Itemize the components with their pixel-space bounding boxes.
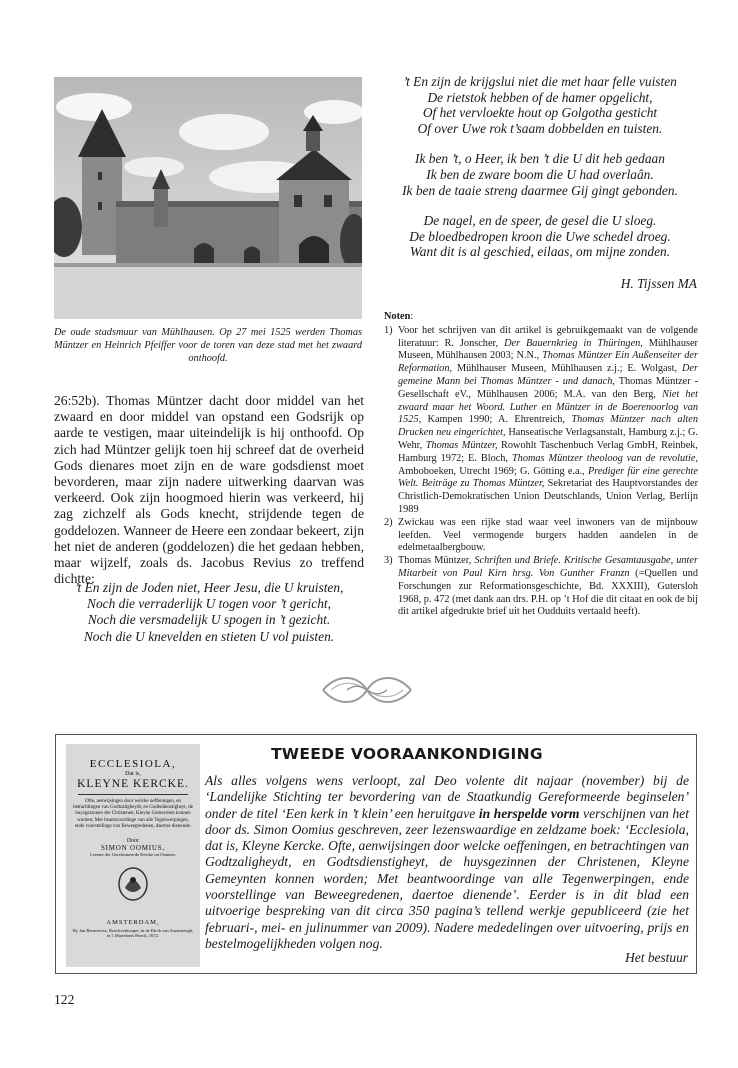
poem-line: Noch die U knevelden en stieten U vol puisten. <box>83 628 335 644</box>
poem-line: De nagel, en de speer, de gesel die U sloeg. <box>423 213 657 229</box>
footnote-item <box>384 517 698 555</box>
poem-line: Of over Uwe rok t’saam dobbelden en tuisten. <box>417 120 663 136</box>
flourish-ornament-icon <box>317 670 417 710</box>
footnote-text <box>398 555 698 619</box>
footnote-title-italic: Thomas Müntzer Ein Außenseiter der Reformation, <box>398 350 698 375</box>
footnote-segment: Mühlhauser Museen, Mühlhausen z.j.; E. Wolgast, <box>452 363 682 375</box>
book-dat-is: Dat is, <box>125 771 141 777</box>
poem-line: ’t En zijn de Joden niet, Heer Jesu, die U kruisten, <box>74 580 344 595</box>
footnote-segment: Mühlhauser Museen, Mühlhausen 2003; N.N., <box>398 337 698 362</box>
footnote-segment: Zwickau was een rijke stad waar veel inwoners van de mijnbouw leefden. Veel vermogende burgers hadden aandelen in de edelmetaalbergbouw. <box>398 516 698 554</box>
poem-line: Want dit is al geschied, eilaas, om mijne zonden. <box>409 244 671 260</box>
printer-emblem-icon <box>115 866 151 902</box>
notes-title: Noten <box>384 311 411 322</box>
footnote-segment: (=Quellen und Forschungen zur Reformationsgeschichte, Bd. XXXIII), Gutersloh 1968, p. 472 (met dank aan drs. P.H. op ’t Hof die dit citaat en ook de bij dit artikel afgedrukte brief uit het Oudduits vertaald heeft). <box>398 567 698 618</box>
footnote-item <box>384 325 698 517</box>
poem-stanza-left <box>54 580 364 645</box>
book-subtitle-text: Ofte, aenwijsingen door welcke oeffeningen, en betrachtingen van Godtzaligheydt, en Godtsdienstigheyt, de huysgezinnen der Christenen, Kleyne Gemeynten konnen worden; Met beantwoordinge van alle Tegenwerpingen, ende voorstellinge van Beweegredenen, daertoe dienende. <box>73 799 193 829</box>
article-body-text: 26:52b). Thomas Müntzer dacht door middel van het zwaard en door middel van opstand een Godsrijk op aarde te vestigen, maar uiteindelijk is hij onthoofd. Op zich had Müntzer gelijk toen hij schreef dat de overheid Gods dienares moet zijn en de ware godsdienst moet bevorderen, maar zijn nadere uitwerking daarvan was verkeerd. Ook zijn hoogmoed hierin was verkeerd, hij zag zichzelf als Gods knecht, strijdende tegen de goddelozen. Wanneer de Heere een zondaar bekeert, zijn het niet de anderen (goddelozen) die het gedaan hebben, maar wijzelf, zoals ds. Jacobus Revius zo treffend dichtte: <box>54 393 364 587</box>
footnote-segment: Rowohlt Taschenbuch Verlag GmbH, Reinbek, Hamburg 1972; E. Bloch, <box>398 439 699 464</box>
poem-line: Of het vervloekte hout op Golgotha gesticht <box>422 105 658 121</box>
footnote-title-italic: Thomas Müntzer, <box>425 439 498 451</box>
book-printer: By Jan Rieuwertsz, Boeckverkooper, in de Dirck van Assensteegh, in 't Martelaers Boeck, 1672. <box>72 927 194 939</box>
announcement-signature: Het bestuur <box>625 950 688 965</box>
footnote-title-italic: Prediger für eine gerechte Welt. Beiträge zu Thomas Müntzer, <box>398 465 698 490</box>
book-title-page <box>66 744 200 967</box>
book-title-kleyne-kercke: KLEYNE KERCKE. <box>77 778 189 790</box>
poem-stanza <box>385 74 695 136</box>
announcement-heading: TWEEDE VOORAANKONDIGING <box>271 745 543 763</box>
footnote-number: 3) <box>384 555 393 567</box>
book-author: SIMON OOMIUS, <box>100 844 166 853</box>
announcement-text-part1: Als alles volgens wens verloopt, zal Deo volente dit najaar (november) bij de ‘Landelijke Stichting ter bevordering van de Staatkundig Gereformeerde beginselen’ onder de titel ‘Een kerk in ’t klein’ een heruitgave <box>205 773 689 821</box>
book-divider <box>78 794 188 795</box>
announcement-text-bold: in herspelde vorm <box>478 805 580 821</box>
page-number: 122 <box>54 992 75 1007</box>
poem-stanza <box>385 151 695 198</box>
book-author-sub: Leeraer der Gereformeerde Kercke tot Ommen. <box>90 852 176 858</box>
photo-caption: De oude stadsmuur van Mühlhausen. Op 27 mei 1525 werden Thomas Müntzer en Heinrich Pfeiffer voor de toren van deze stad met het zwaard onthoofd. <box>54 327 362 364</box>
poem-line: Ik ben de taaie streng daarmee Gij gingt gebonden. <box>402 182 678 198</box>
footnote-title-italic: Thomas Müntzer nach alten Drucken neu eingerichtet, <box>398 414 699 439</box>
footnote-number: 1) <box>384 324 393 336</box>
footnote-title-italic: Der gemeine Mann bei Thomas Müntzer - und danach, <box>398 363 698 387</box>
poem-line: De bloedbedropen kroon die Uwe schedel droeg. <box>409 228 671 244</box>
footnote-segment: Voor het schrijven van dit artikel is gebruikgemaakt van de volgende literatuur: R. Jonscher, <box>398 324 698 349</box>
footnote-item <box>384 555 698 619</box>
poem-stanza <box>385 213 695 260</box>
book-door: Door <box>126 838 140 845</box>
footnote-segment: Thomas Müntzer, <box>398 555 475 567</box>
poem-line: De rietstok hebben of de hamer opgelicht, <box>427 89 653 105</box>
poem-stanzas-right <box>385 74 695 275</box>
footnote-title-italic: Niet het zwaard maar het Woord. Luther en Müntzer in de Boerenoorlog van 1525, <box>398 388 698 426</box>
article-author: H. Tijssen MA <box>620 276 697 291</box>
footnote-text <box>398 325 698 517</box>
book-city: AMSTERDAM, <box>106 918 160 926</box>
footnotes: Noten: 1) Voor het schrijven van dit artikel is gebruikgemaakt van de volgende literatuur: R. Jonscher, Der Bauernkrieg in Thüringen, Mühlhauser Museen, Mühlhausen 2003; N.N., Thomas Müntzer Ein Außenseiter der Reformation, Mühlhauser Museen, Mühlhausen z.j.; E. Wolgast, Der gemeine Mann bei Thomas Müntzer - und danach, Thomas Müntzer - Gesellschaft eV., Mühlhausen 2006; M.A. van den Berg, Niet het zwaard maar het Woord. Luther en Müntzer in de Boerenoorlog van 1525, Kampen 1990; A. Ehrentreich, Thomas Müntzer nach alten Drucken neu eingerichtet, Hanseatische Verlagsanstalt, Hamburg z.j.; G. Wehr, Thomas Müntzer, Rowohlt Taschenbuch Verlag GmbH, Reinbek, Hamburg 1972; E. Bloch, Thomas Müntzer theoloog van de revolutie, Amboboeken, Utrecht 1969; G. Götting e.a., Prediger für eine gerechte Welt. Beiträge zu Thomas Müntzer, Sekretariat des Hauptvorstandes der Christlich-Demokratischen Union Deutschlands, Union Verlag, Berlijn 1989 2) Zwickau was een rijke stad waar veel inwoners van de mijnbouw leefden. Veel vermogende burgers hadden aandelen in de edelmetaalbergbouw. 3) Thomas Müntzer, Schriften und Briefe. Kritische Gesamtausgabe, unter Mitarbeit von Paul Kirn hrsg. Von Gunther Franzn (=Quellen und Forschungen zur Reformationsgeschichte, Bd. XXXIII), Gutersloh 1968, p. 472 (met dank aan drs. P.H. op ’t Hof die dit citaat en ook de bij dit artikel afgedrukte brief uit het Oudduits vertaald heeft). <box>384 311 699 618</box>
footnote-segment: Kampen 1990; A. Ehrentreich, <box>421 414 572 426</box>
footnote-text <box>398 517 698 555</box>
poem-line: Ik ben ’t, o Heer, ik ben ’t die U dit heb gedaan <box>415 151 665 167</box>
poem-line: Noch die verraderlijk U togen voor ’t gericht, <box>87 596 331 612</box>
book-title-ecclesiola: ECCLESIOLA, <box>89 758 177 770</box>
announcement-box <box>55 734 697 974</box>
footnote-segment: Amboboeken, Utrecht 1969; G. Götting e.a., <box>398 465 588 477</box>
poem-line: Ik ben de zware boom die U had overlaân. <box>426 166 654 182</box>
footnote-title-italic: Der Bauernkrieg in Thüringen, <box>504 337 643 349</box>
footnote-segment: Thomas Müntzer - Gesellschaft eV., Mühlhausen 2006; M.A. van den Berg, <box>398 375 698 400</box>
poem-line: ’t En zijn de krijgslui niet die met haar felle vuisten <box>403 74 677 89</box>
footnote-segment: Sekretariat des Hauptvorstandes der Christlich-Demokratischen Union Deutschlands, Union Verlag, Berlijn 1989 <box>398 478 698 515</box>
announcement-text-part2: verschijnen van het door ds. Simon Oomius geschreven, zeer lezenswaardige en zeldzame boek: ‘Ecclesiola, dat is, Kleyne Kercke. Ofte, aenwijsingen door welcke oeffeningen, en betrachtingen van Godtzaligheydt, en Godtsdienstigheyt, de huysgezinnen der Christenen, Kleyne Gemeynten konnen worden; Met beantwoordinge van alle Tegenwerpingen, ende voorstellinge van Beweegredenen, daertoe dienende’. Eerder is in dit blad een uitvoerige bespreking van dit circa 350 pagina’s tellend werkje gepubliceerd (zie het februari-, mei- en julinummer van 2009). Nadere mededelingen over uitvoering, prijs en bestelmogelijkheden volgen nog. <box>205 805 689 951</box>
footnote-title-italic: Schriften und Briefe. Kritische Gesamtausgabe, unter Mitarbeit von Paul Kirn hrsg. Von Gunther Franzn <box>398 555 698 579</box>
footnote-number: 2) <box>384 516 393 528</box>
notes-list <box>384 325 698 619</box>
footnote-segment: Hanseatische Verlagsanstalt, Hamburg z.j.; G. Wehr, <box>398 427 699 451</box>
poem-line: Noch die versmadelijk U spogen in ’t gezicht. <box>87 612 331 628</box>
footnote-title-italic: Thomas Müntzer theoloog van de revolutie, <box>511 452 698 464</box>
city-wall-photo <box>54 77 362 319</box>
announcement-text <box>205 773 689 952</box>
